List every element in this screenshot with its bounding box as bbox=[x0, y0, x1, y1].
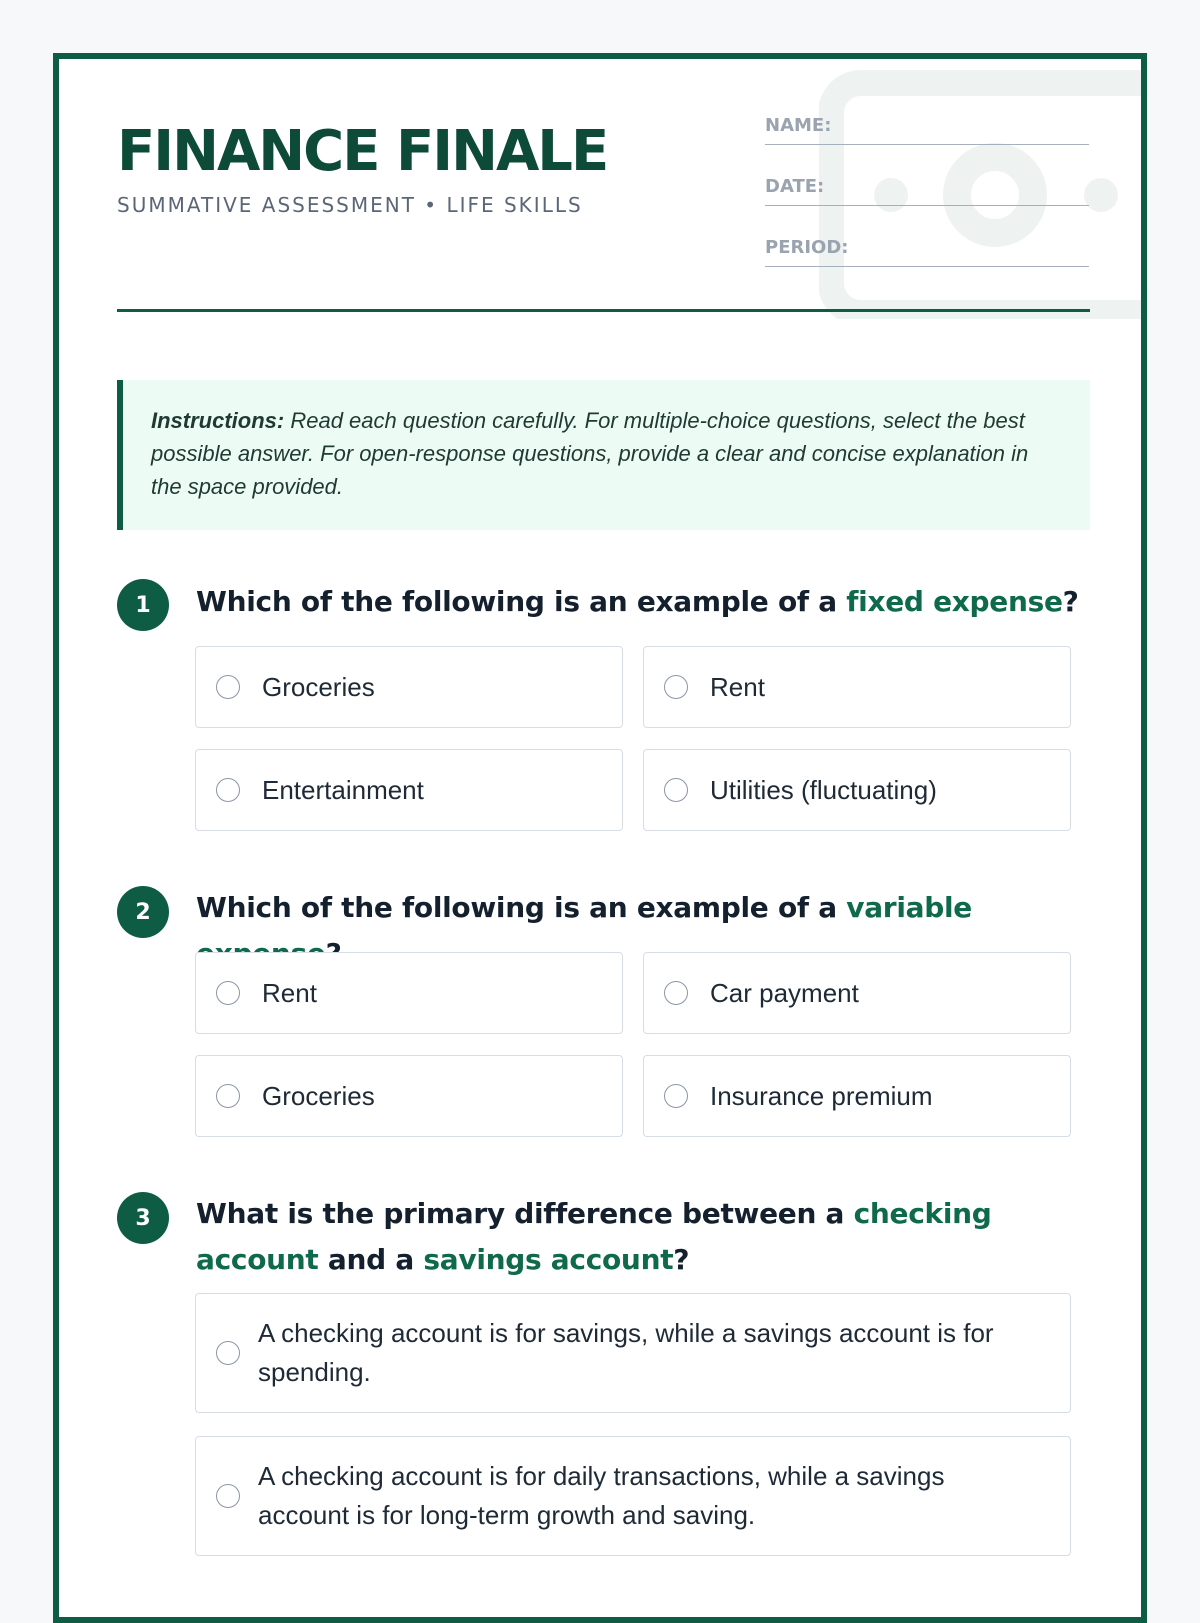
worksheet-page bbox=[53, 53, 1147, 1623]
option-label: Utilities (fluctuating) bbox=[710, 774, 937, 805]
instructions-label: Instructions: bbox=[151, 408, 285, 433]
question-number-badge: 3 bbox=[117, 1192, 169, 1244]
option-label: Rent bbox=[710, 671, 765, 702]
question-suffix: ? bbox=[1062, 585, 1079, 618]
question-prefix: Which of the following is an example of a bbox=[196, 891, 847, 924]
option-label: A checking account is for savings, while a savings account is for spending. bbox=[258, 1318, 994, 1387]
instructions-box bbox=[117, 380, 1090, 530]
radio-circle-icon[interactable] bbox=[216, 981, 240, 1005]
radio-circle-icon[interactable] bbox=[664, 675, 688, 699]
question-2-option-3[interactable] bbox=[195, 1055, 623, 1137]
question-1-text bbox=[196, 579, 1096, 625]
page-subtitle: SUMMATIVE ASSESSMENT • LIFE SKILLS bbox=[117, 193, 583, 217]
question-keyword: checking account bbox=[196, 1197, 992, 1276]
page-title: FINANCE FINALE bbox=[117, 119, 608, 184]
question-number-badge: 2 bbox=[117, 886, 169, 938]
question-3-option-2[interactable] bbox=[195, 1436, 1071, 1556]
question-3-text bbox=[196, 1191, 1096, 1283]
option-label: Rent bbox=[262, 977, 317, 1008]
option-label: Entertainment bbox=[262, 774, 424, 805]
question-keyword: fixed expense bbox=[846, 585, 1063, 618]
radio-circle-icon[interactable] bbox=[216, 778, 240, 802]
question-1-option-1[interactable] bbox=[195, 646, 623, 728]
question-keyword: variable bbox=[846, 891, 972, 924]
question-prefix: What is the primary difference between a bbox=[196, 1197, 854, 1230]
question-1-option-3[interactable] bbox=[195, 749, 623, 831]
radio-circle-icon[interactable] bbox=[216, 1341, 240, 1365]
option-label: Insurance premium bbox=[710, 1080, 933, 1111]
question-2-option-4[interactable] bbox=[643, 1055, 1071, 1137]
period-field[interactable]: PERIOD: bbox=[765, 237, 1089, 267]
radio-circle-icon[interactable] bbox=[216, 1084, 240, 1108]
date-field[interactable]: DATE: bbox=[765, 176, 1089, 206]
radio-circle-icon[interactable] bbox=[216, 675, 240, 699]
question-number-badge: 1 bbox=[117, 579, 169, 631]
radio-circle-icon[interactable] bbox=[216, 1484, 240, 1508]
option-label: A checking account is for daily transactions, while a savings account is for long-term growth and saving. bbox=[258, 1461, 945, 1530]
question-2-option-1[interactable] bbox=[195, 952, 623, 1034]
question-3-option-1[interactable] bbox=[195, 1293, 1071, 1413]
question-1-option-4[interactable] bbox=[643, 749, 1071, 831]
option-label: Car payment bbox=[710, 977, 859, 1008]
header-divider bbox=[117, 309, 1090, 312]
question-prefix: Which of the following is an example of a bbox=[196, 585, 847, 618]
option-label: Groceries bbox=[262, 1080, 375, 1111]
question-2-option-2[interactable] bbox=[643, 952, 1071, 1034]
radio-circle-icon[interactable] bbox=[664, 1084, 688, 1108]
radio-circle-icon[interactable] bbox=[664, 981, 688, 1005]
instructions-text: Read each question carefully. For multiple-choice questions, select the best possible answer. For open-response questions, provide a clear and concise explanation in the space provided. bbox=[151, 408, 1029, 499]
question-suffix: ? bbox=[673, 1243, 690, 1276]
question-keyword-2: savings account bbox=[423, 1243, 674, 1276]
radio-circle-icon[interactable] bbox=[664, 778, 688, 802]
option-label: Groceries bbox=[262, 671, 375, 702]
question-middle: and a bbox=[318, 1243, 424, 1276]
question-1-option-2[interactable] bbox=[643, 646, 1071, 728]
name-field[interactable]: NAME: bbox=[765, 115, 1089, 145]
